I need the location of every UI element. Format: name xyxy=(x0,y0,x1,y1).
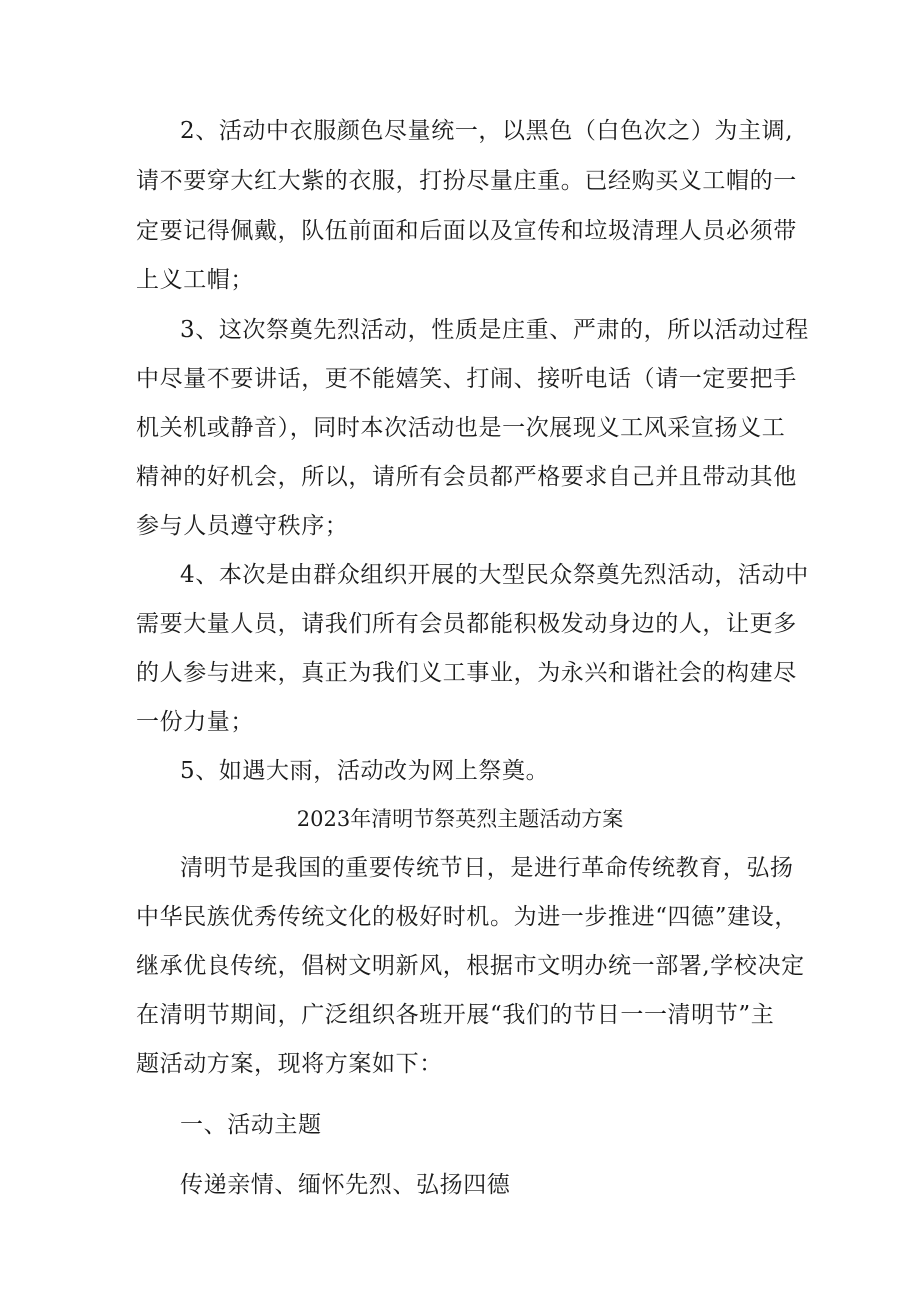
item4-line-2: 需要大量人员，请我们所有会员都能积极发动身边的人，让更多 xyxy=(136,611,797,637)
document-title: 2023年清明节祭英烈主题活动方案 xyxy=(296,807,624,831)
item2-line-3: 定要记得佩戴，队伍前面和后面以及宣传和垃圾清理人员必须带 xyxy=(136,218,797,244)
intro-line-3: 继承优良传统，倡树文明新风，根据市文明办统一部署,学校决定 xyxy=(136,953,805,979)
item3-line-5: 参与人员遵守秩序； xyxy=(136,513,349,539)
intro-line-4: 在清明节期间，广泛组织各班开展“我们的节日一一清明节”主 xyxy=(136,1002,775,1028)
intro-line-2: 中华民族优秀传统文化的极好时机。为进一步推进“四德”建设， xyxy=(136,904,798,930)
item3-line-2: 中尽量不要讲话，更不能嬉笑、打闹、接听电话（请一定要把手 xyxy=(136,366,797,392)
item2-line-4: 上义工帽； xyxy=(136,267,254,293)
item4-line-1: 4、本次是由群众组织开展的大型民众祭奠先烈活动，活动中 xyxy=(180,562,809,588)
item3-line-1: 3、这次祭奠先烈活动，性质是庄重、严肃的，所以活动过程 xyxy=(180,317,809,343)
intro-line-5: 题活动方案，现将方案如下： xyxy=(136,1051,443,1077)
section1-body: 传递亲情、缅怀先烈、弘扬四德 xyxy=(180,1172,511,1198)
intro-line-1: 清明节是我国的重要传统节日，是进行革命传统教育，弘扬 xyxy=(180,855,794,881)
item5-line-1: 5、如遇大雨，活动改为网上祭奠。 xyxy=(180,758,550,784)
item4-line-3: 的人参与进来，真正为我们义工事业，为永兴和谐社会的构建尽 xyxy=(136,660,797,686)
item2-line-1: 2、活动中衣服颜色尽量统一，以黑色（白色次之）为主调, xyxy=(180,118,794,144)
item4-line-4: 一份力量； xyxy=(136,709,254,735)
item3-line-3: 机关机或静音），同时本次活动也是一次展现义工风采宣扬义工 xyxy=(136,415,786,441)
item2-line-2: 请不要穿大红大紫的衣服，打扮尽量庄重。已经购买义工帽的一 xyxy=(136,168,797,194)
item3-line-4: 精神的好机会，所以，请所有会员都严格要求自己并且带动其他 xyxy=(136,464,797,490)
section1-heading: 一、活动主题 xyxy=(180,1112,322,1138)
